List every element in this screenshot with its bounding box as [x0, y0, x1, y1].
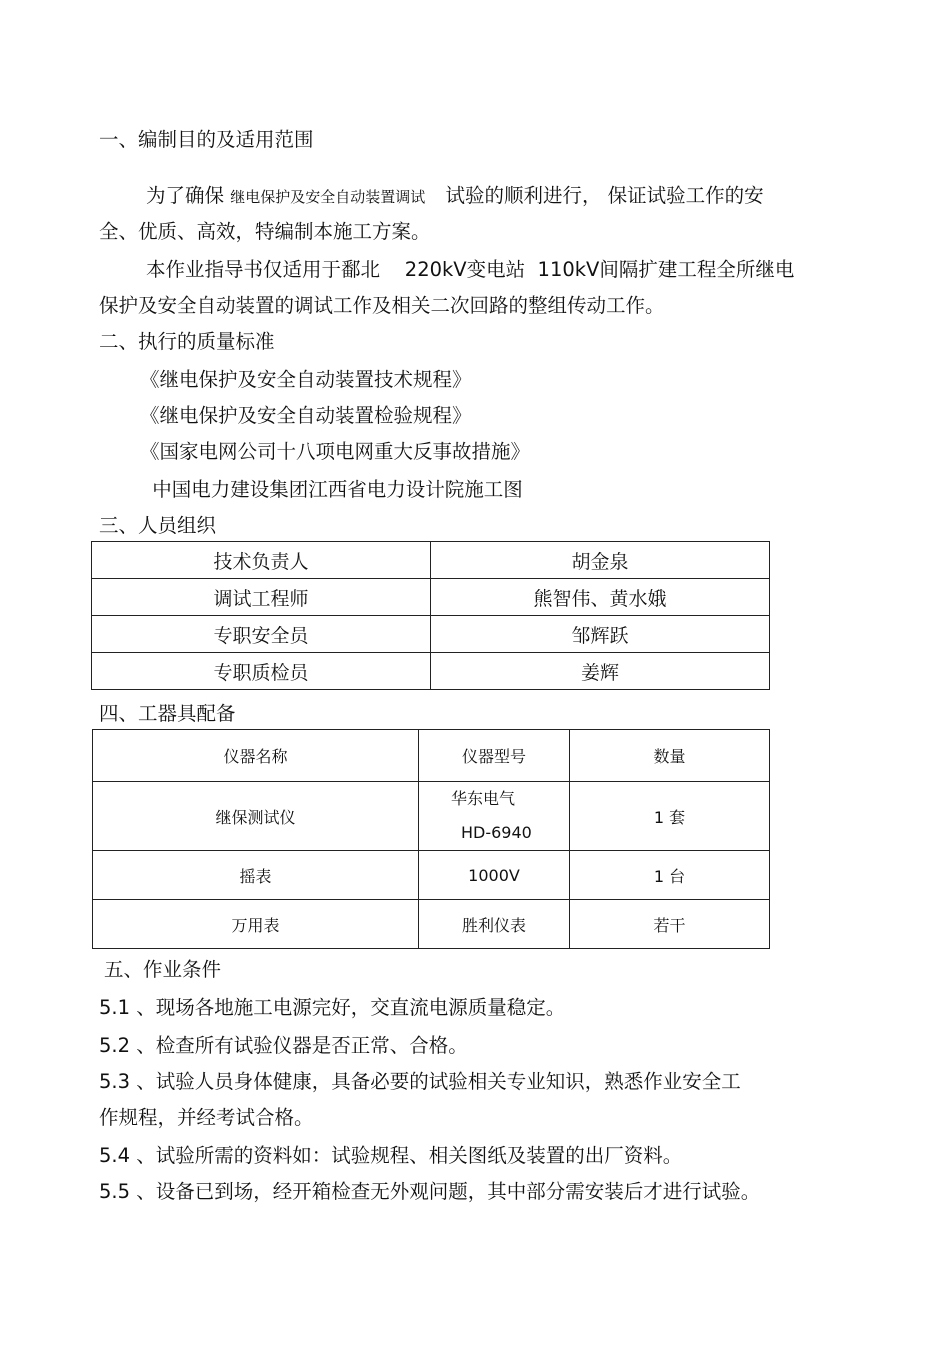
instrument-model: 1000V [419, 851, 570, 900]
scope-paragraph-line-2: 保护及安全自动装置的调试工作及相关二次回路的整组传动工作。 [99, 294, 665, 317]
condition-item-5-3-cont: 作规程，并经考试合格。 [99, 1106, 314, 1129]
condition-item-5-2: 5.2 、检查所有试验仪器是否正常、合格。 [99, 1034, 468, 1057]
staff-role: 专职质检员 [92, 653, 431, 690]
staff-table [91, 541, 770, 690]
staff-role: 调试工程师 [92, 579, 431, 616]
section-2-heading: 二、执行的质量标准 [99, 330, 275, 353]
staff-name: 姜辉 [431, 653, 770, 690]
section-1-heading: 一、编制目的及适用范围 [99, 128, 314, 151]
header-instrument-model: 仪器型号 [419, 730, 570, 782]
table-row [92, 542, 770, 579]
instrument-quantity: 1 台 [570, 851, 770, 900]
table-header-row [93, 730, 770, 782]
tools-table [92, 729, 770, 949]
instrument-quantity: 1 套 [570, 782, 770, 851]
scope-paragraph-line-1: 本作业指导书仅适用于鄱北 220kV变电站 110kV间隔扩建工程全所继电 [146, 258, 795, 281]
table-row [93, 782, 770, 851]
condition-item-5-1: 5.1 、现场各地施工电源完好，交直流电源质量稳定。 [99, 996, 566, 1019]
standard-item-2: 《继电保护及安全自动装置检验规程》 [140, 404, 472, 427]
section-5-heading: 五、作业条件 [104, 958, 222, 981]
staff-name: 邹辉跃 [431, 616, 770, 653]
standard-item-4: 中国电力建设集团江西省电力设计院施工图 [146, 478, 523, 501]
staff-name: 胡金泉 [431, 542, 770, 579]
header-instrument-name: 仪器名称 [93, 730, 419, 782]
section-3-heading: 三、人员组织 [99, 514, 217, 537]
condition-item-5-4: 5.4 、试验所需的资料如：试验规程、相关图纸及装置的出厂资料。 [99, 1144, 683, 1167]
table-row [92, 616, 770, 653]
section-4-heading: 四、工器具配备 [99, 702, 236, 725]
staff-name: 熊智伟、黄水娥 [431, 579, 770, 616]
purpose-paragraph-line-1 [146, 184, 764, 209]
header-quantity: 数量 [570, 730, 770, 782]
table-row [92, 579, 770, 616]
model-line-2: HD-6940 [461, 823, 532, 842]
staff-role: 技术负责人 [92, 542, 431, 579]
condition-item-5-5: 5.5 、设备已到场，经开箱检查无外观问题，其中部分需安装后才进行试验。 [99, 1180, 761, 1203]
instrument-model [419, 782, 570, 851]
instrument-name: 万用表 [93, 900, 419, 949]
purpose-text-c: 试验的顺利进行， 保证试验工作的安 [445, 184, 764, 207]
condition-item-5-3: 5.3 、试验人员身体健康，具备必要的试验相关专业知识，熟悉作业安全工 [99, 1070, 741, 1093]
instrument-name: 继保测试仪 [93, 782, 419, 851]
purpose-paragraph-line-2: 全、优质、高效，特编制本施工方案。 [99, 220, 431, 243]
purpose-text-a: 为了确保 [146, 184, 225, 207]
instrument-name: 摇表 [93, 851, 419, 900]
standard-item-3: 《国家电网公司十八项电网重大反事故措施》 [140, 440, 531, 463]
staff-role: 专职安全员 [92, 616, 431, 653]
table-row [92, 653, 770, 690]
instrument-model: 胜利仪表 [419, 900, 570, 949]
table-row [93, 900, 770, 949]
purpose-text-b: 继电保护及安全自动装置调试 [230, 188, 426, 206]
standard-item-1: 《继电保护及安全自动装置技术规程》 [140, 368, 472, 391]
instrument-quantity: 若干 [570, 900, 770, 949]
table-row [93, 851, 770, 900]
model-line-1: 华东电气 [451, 789, 516, 808]
